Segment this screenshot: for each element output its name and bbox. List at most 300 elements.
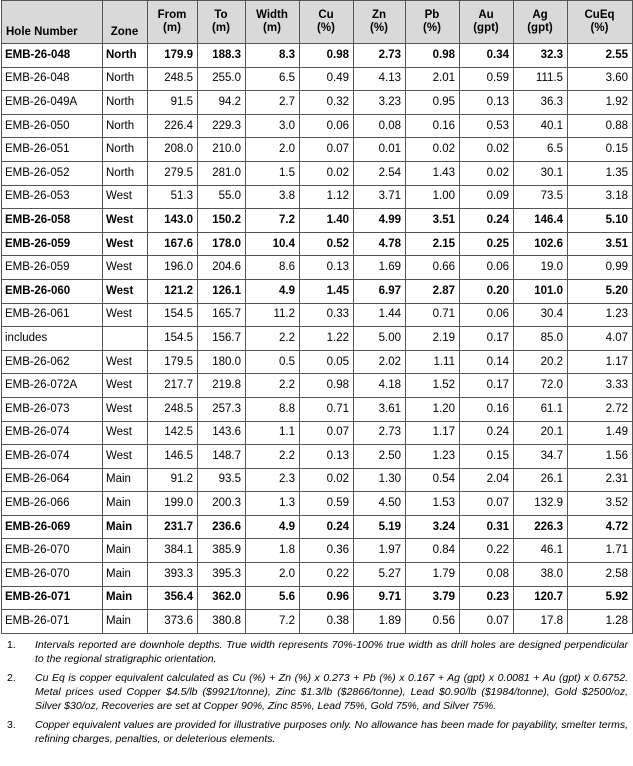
cell-to: 385.9 [198,539,246,563]
footnote-number: 3. [7,718,16,731]
cell-from: 279.5 [148,161,198,185]
cell-zone: North [103,138,148,162]
table-row [2,445,633,469]
cell-zone: Main [103,610,148,634]
cell-zn: 3.23 [354,91,406,115]
cell-au: 0.07 [460,610,514,634]
cell-hole: EMB-26-073 [2,397,103,421]
cell-au: 0.22 [460,539,514,563]
cell-ag: 101.0 [514,279,568,303]
footnote-number: 2. [7,671,16,684]
cell-ag: 34.7 [514,445,568,469]
cell-to: 178.0 [198,232,246,256]
cell-cu: 0.49 [300,67,354,91]
cell-zn: 1.69 [354,256,406,280]
cell-to: 93.5 [198,468,246,492]
column-header-label: Cu [318,9,334,21]
cell-cu: 0.24 [300,515,354,539]
column-header-unit: (gpt) [527,22,553,34]
cell-cu: 0.32 [300,91,354,115]
cell-zn: 3.71 [354,185,406,209]
cell-to: 148.7 [198,445,246,469]
cell-cueq: 4.72 [568,515,633,539]
cell-zn: 2.54 [354,161,406,185]
cell-pb: 2.01 [406,67,460,91]
column-header-hole-number [2,1,103,44]
cell-from: 248.5 [148,67,198,91]
cell-zone: West [103,185,148,209]
cell-pb: 3.24 [406,515,460,539]
cell-hole: EMB-26-052 [2,161,103,185]
cell-cu: 0.13 [300,256,354,280]
cell-cu: 0.52 [300,232,354,256]
cell-zone: West [103,350,148,374]
table-row [2,232,633,256]
cell-cu: 0.22 [300,563,354,587]
column-header-label: Ag [532,9,548,21]
cell-from: 356.4 [148,586,198,610]
cell-ag: 226.3 [514,515,568,539]
cell-hole: EMB-26-048 [2,67,103,91]
cell-ag: 111.5 [514,67,568,91]
table-row [2,468,633,492]
cell-au: 0.53 [460,114,514,138]
cell-ag: 61.1 [514,397,568,421]
cell-to: 219.8 [198,374,246,398]
cell-cueq: 2.58 [568,563,633,587]
cell-hole: EMB-26-059 [2,232,103,256]
cell-pb: 0.66 [406,256,460,280]
column-header-unit: (%) [423,22,441,34]
cell-from: 154.5 [148,303,198,327]
header-row [2,1,633,44]
cell-zone: West [103,421,148,445]
table-row [2,374,633,398]
footnote [1,718,632,746]
cell-zone: West [103,374,148,398]
cell-hole: EMB-26-049A [2,91,103,115]
table-row [2,67,633,91]
cell-zn: 2.02 [354,350,406,374]
cell-ag: 146.4 [514,209,568,233]
column-header-label: To [214,9,228,21]
cell-hole: EMB-26-050 [2,114,103,138]
footnote [1,638,632,666]
cell-pb: 1.43 [406,161,460,185]
cell-zn: 3.61 [354,397,406,421]
cell-ag: 20.1 [514,421,568,445]
cell-zn: 4.78 [354,232,406,256]
cell-ag: 38.0 [514,563,568,587]
cell-from: 179.9 [148,44,198,68]
cell-from: 167.6 [148,232,198,256]
cell-width: 3.0 [246,114,300,138]
column-header-label: CuEq [584,9,615,21]
cell-to: 255.0 [198,67,246,91]
cell-au: 0.02 [460,161,514,185]
table-row [2,114,633,138]
cell-cu: 1.22 [300,327,354,351]
cell-to: 380.8 [198,610,246,634]
column-header-au [460,1,514,44]
column-header-width [246,1,300,44]
cell-to: 94.2 [198,91,246,115]
cell-cueq: 2.72 [568,397,633,421]
cell-au: 0.06 [460,256,514,280]
table-row [2,327,633,351]
cell-au: 0.07 [460,492,514,516]
cell-au: 0.09 [460,185,514,209]
table-row [2,303,633,327]
cell-pb: 1.53 [406,492,460,516]
cell-to: 395.3 [198,563,246,587]
column-header-zone [103,1,148,44]
column-header-label: Pb [424,9,440,21]
cell-width: 11.2 [246,303,300,327]
cell-cu: 1.40 [300,209,354,233]
cell-from: 121.2 [148,279,198,303]
cell-cueq: 0.88 [568,114,633,138]
cell-zn: 5.00 [354,327,406,351]
cell-au: 0.06 [460,303,514,327]
table-row [2,492,633,516]
column-header-label: Hole Number [6,26,78,38]
cell-hole: EMB-26-066 [2,492,103,516]
cell-cu: 0.07 [300,421,354,445]
table-row [2,44,633,68]
cell-zn: 4.50 [354,492,406,516]
cell-au: 0.17 [460,327,514,351]
table-row [2,209,633,233]
cell-width: 6.5 [246,67,300,91]
cell-zn: 6.97 [354,279,406,303]
cell-pb: 2.15 [406,232,460,256]
cell-to: 281.0 [198,161,246,185]
cell-pb: 3.51 [406,209,460,233]
column-header-unit: (m) [163,22,181,34]
cell-au: 0.34 [460,44,514,68]
cell-cu: 0.02 [300,161,354,185]
cell-width: 2.3 [246,468,300,492]
cell-cueq: 3.33 [568,374,633,398]
cell-from: 248.5 [148,397,198,421]
cell-pb: 1.17 [406,421,460,445]
cell-to: 126.1 [198,279,246,303]
cell-pb: 1.20 [406,397,460,421]
cell-pb: 0.54 [406,468,460,492]
cell-zone: Main [103,586,148,610]
cell-zn: 1.30 [354,468,406,492]
cell-cueq: 1.23 [568,303,633,327]
cell-zn: 2.73 [354,421,406,445]
cell-ag: 20.2 [514,350,568,374]
cell-cu: 0.71 [300,397,354,421]
cell-au: 0.17 [460,374,514,398]
cell-pb: 0.84 [406,539,460,563]
cell-ag: 40.1 [514,114,568,138]
cell-from: 226.4 [148,114,198,138]
column-header-ag [514,1,568,44]
column-header-cu [300,1,354,44]
cell-ag: 46.1 [514,539,568,563]
cell-cueq: 5.10 [568,209,633,233]
cell-zone: Main [103,468,148,492]
cell-width: 1.3 [246,492,300,516]
cell-hole: EMB-26-071 [2,586,103,610]
cell-from: 91.5 [148,91,198,115]
cell-width: 7.2 [246,610,300,634]
cell-from: 208.0 [148,138,198,162]
cell-width: 2.2 [246,374,300,398]
cell-hole: EMB-26-053 [2,185,103,209]
cell-cueq: 1.49 [568,421,633,445]
cell-au: 0.24 [460,421,514,445]
cell-from: 142.5 [148,421,198,445]
cell-hole: EMB-26-058 [2,209,103,233]
table-body [2,44,633,634]
table-row [2,256,633,280]
cell-cueq: 0.99 [568,256,633,280]
footnote-text: Cu Eq is copper equivalent calculated as Cu (%) + Zn (%) x 0.273 + Pb (%) x 0.167 + Ag (gpt) x 0.0081 + Au (gpt) x 0.6752. Metal prices used Copper $4.5/lb ($9921/tonne), Zinc $1.3/lb ($2866/tonne), Lead $0.90/lb ($1984/tonne), Gold $2500/oz, Silver $30/oz, Recoveries are set at Copper 90%, Zinc 85%, Lead 75%, Gold 75%, and Silver 75%. [35,671,628,712]
cell-hole: includes [2,327,103,351]
cell-width: 2.0 [246,138,300,162]
cell-zone: North [103,91,148,115]
cell-zn: 0.08 [354,114,406,138]
cell-cueq: 0.15 [568,138,633,162]
cell-pb: 1.79 [406,563,460,587]
cell-zn: 5.27 [354,563,406,587]
column-header-label: Width [256,9,288,21]
cell-width: 3.8 [246,185,300,209]
cell-hole: EMB-26-061 [2,303,103,327]
cell-hole: EMB-26-074 [2,445,103,469]
column-header-unit: (m) [263,22,281,34]
column-header-label: From [157,9,187,21]
cell-to: 362.0 [198,586,246,610]
cell-zone: West [103,303,148,327]
cell-zone: Main [103,492,148,516]
cell-cueq: 1.71 [568,539,633,563]
cell-ag: 132.9 [514,492,568,516]
cell-cueq: 3.52 [568,492,633,516]
cell-zn: 2.73 [354,44,406,68]
cell-zone: West [103,279,148,303]
table-row [2,161,633,185]
cell-to: 55.0 [198,185,246,209]
cell-from: 393.3 [148,563,198,587]
cell-to: 257.3 [198,397,246,421]
table-row [2,421,633,445]
table-row [2,539,633,563]
cell-zone: West [103,256,148,280]
cell-cu: 0.13 [300,445,354,469]
cell-zn: 4.18 [354,374,406,398]
column-header-unit: (m) [212,22,230,34]
cell-au: 0.08 [460,563,514,587]
cell-cu: 0.36 [300,539,354,563]
cell-ag: 17.8 [514,610,568,634]
cell-cueq: 2.31 [568,468,633,492]
cell-hole: EMB-26-072A [2,374,103,398]
table-row [2,185,633,209]
cell-cu: 0.98 [300,44,354,68]
table-row [2,279,633,303]
column-header-from [148,1,198,44]
cell-ag: 36.3 [514,91,568,115]
cell-zone: West [103,445,148,469]
cell-to: 165.7 [198,303,246,327]
cell-cueq: 1.28 [568,610,633,634]
cell-to: 204.6 [198,256,246,280]
cell-au: 2.04 [460,468,514,492]
drill-results-document [1,0,632,746]
cell-width: 2.2 [246,327,300,351]
cell-from: 196.0 [148,256,198,280]
cell-cu: 0.59 [300,492,354,516]
cell-cueq: 2.55 [568,44,633,68]
cell-pb: 2.19 [406,327,460,351]
cell-cueq: 4.07 [568,327,633,351]
cell-width: 1.1 [246,421,300,445]
cell-ag: 72.0 [514,374,568,398]
cell-from: 373.6 [148,610,198,634]
cell-cu: 0.02 [300,468,354,492]
cell-au: 0.14 [460,350,514,374]
cell-cueq: 1.35 [568,161,633,185]
cell-zone: West [103,232,148,256]
cell-pb: 0.95 [406,91,460,115]
column-header-zn [354,1,406,44]
cell-width: 1.8 [246,539,300,563]
cell-cu: 0.06 [300,114,354,138]
cell-width: 8.8 [246,397,300,421]
cell-zone [103,327,148,351]
cell-to: 210.0 [198,138,246,162]
cell-cueq: 3.18 [568,185,633,209]
cell-au: 0.13 [460,91,514,115]
cell-cu: 1.45 [300,279,354,303]
cell-cueq: 1.56 [568,445,633,469]
cell-to: 200.3 [198,492,246,516]
cell-cu: 0.96 [300,586,354,610]
cell-au: 0.23 [460,586,514,610]
cell-zn: 4.13 [354,67,406,91]
cell-from: 51.3 [148,185,198,209]
cell-cueq: 1.17 [568,350,633,374]
cell-from: 199.0 [148,492,198,516]
cell-pb: 0.02 [406,138,460,162]
cell-zone: North [103,44,148,68]
cell-ag: 85.0 [514,327,568,351]
cell-cueq: 3.60 [568,67,633,91]
cell-to: 236.6 [198,515,246,539]
cell-zone: Main [103,563,148,587]
column-header-unit: (%) [370,22,388,34]
cell-zone: Main [103,539,148,563]
cell-hole: EMB-26-051 [2,138,103,162]
cell-hole: EMB-26-059 [2,256,103,280]
cell-au: 0.31 [460,515,514,539]
cell-to: 143.6 [198,421,246,445]
cell-width: 1.5 [246,161,300,185]
column-header-unit: (%) [590,22,609,34]
cell-pb: 0.71 [406,303,460,327]
table-row [2,563,633,587]
cell-au: 0.59 [460,67,514,91]
cell-zn: 4.99 [354,209,406,233]
footnote [1,671,632,713]
cell-width: 8.6 [246,256,300,280]
cell-ag: 32.3 [514,44,568,68]
footnotes [1,634,632,746]
cell-from: 146.5 [148,445,198,469]
cell-pb: 2.87 [406,279,460,303]
cell-pb: 1.11 [406,350,460,374]
cell-width: 5.6 [246,586,300,610]
cell-from: 231.7 [148,515,198,539]
cell-zone: West [103,209,148,233]
cell-ag: 30.1 [514,161,568,185]
cell-zn: 9.71 [354,586,406,610]
cell-au: 0.02 [460,138,514,162]
table-row [2,138,633,162]
cell-width: 2.0 [246,563,300,587]
table-row [2,397,633,421]
cell-from: 384.1 [148,539,198,563]
cell-pb: 0.56 [406,610,460,634]
cell-to: 180.0 [198,350,246,374]
cell-from: 154.5 [148,327,198,351]
column-header-label: Au [478,9,494,21]
cell-width: 2.2 [246,445,300,469]
cell-cu: 1.12 [300,185,354,209]
cell-hole: EMB-26-062 [2,350,103,374]
cell-cu: 0.33 [300,303,354,327]
cell-zone: Main [103,515,148,539]
cell-zone: West [103,397,148,421]
cell-pb: 1.52 [406,374,460,398]
column-header-pb [406,1,460,44]
cell-au: 0.25 [460,232,514,256]
cell-from: 143.0 [148,209,198,233]
cell-cu: 0.98 [300,374,354,398]
cell-width: 2.7 [246,91,300,115]
cell-cu: 0.05 [300,350,354,374]
table-row [2,610,633,634]
cell-to: 156.7 [198,327,246,351]
cell-zone: North [103,67,148,91]
column-header-unit: (gpt) [473,22,499,34]
cell-hole: EMB-26-060 [2,279,103,303]
cell-zn: 1.89 [354,610,406,634]
cell-zn: 1.44 [354,303,406,327]
column-header-unit: (%) [317,22,335,34]
cell-zn: 1.97 [354,539,406,563]
cell-to: 229.3 [198,114,246,138]
cell-cu: 0.38 [300,610,354,634]
cell-au: 0.24 [460,209,514,233]
cell-cueq: 1.92 [568,91,633,115]
cell-cueq: 5.20 [568,279,633,303]
cell-au: 0.20 [460,279,514,303]
cell-width: 8.3 [246,44,300,68]
table-row [2,586,633,610]
cell-cueq: 3.51 [568,232,633,256]
cell-ag: 6.5 [514,138,568,162]
cell-width: 10.4 [246,232,300,256]
cell-from: 217.7 [148,374,198,398]
cell-hole: EMB-26-071 [2,610,103,634]
